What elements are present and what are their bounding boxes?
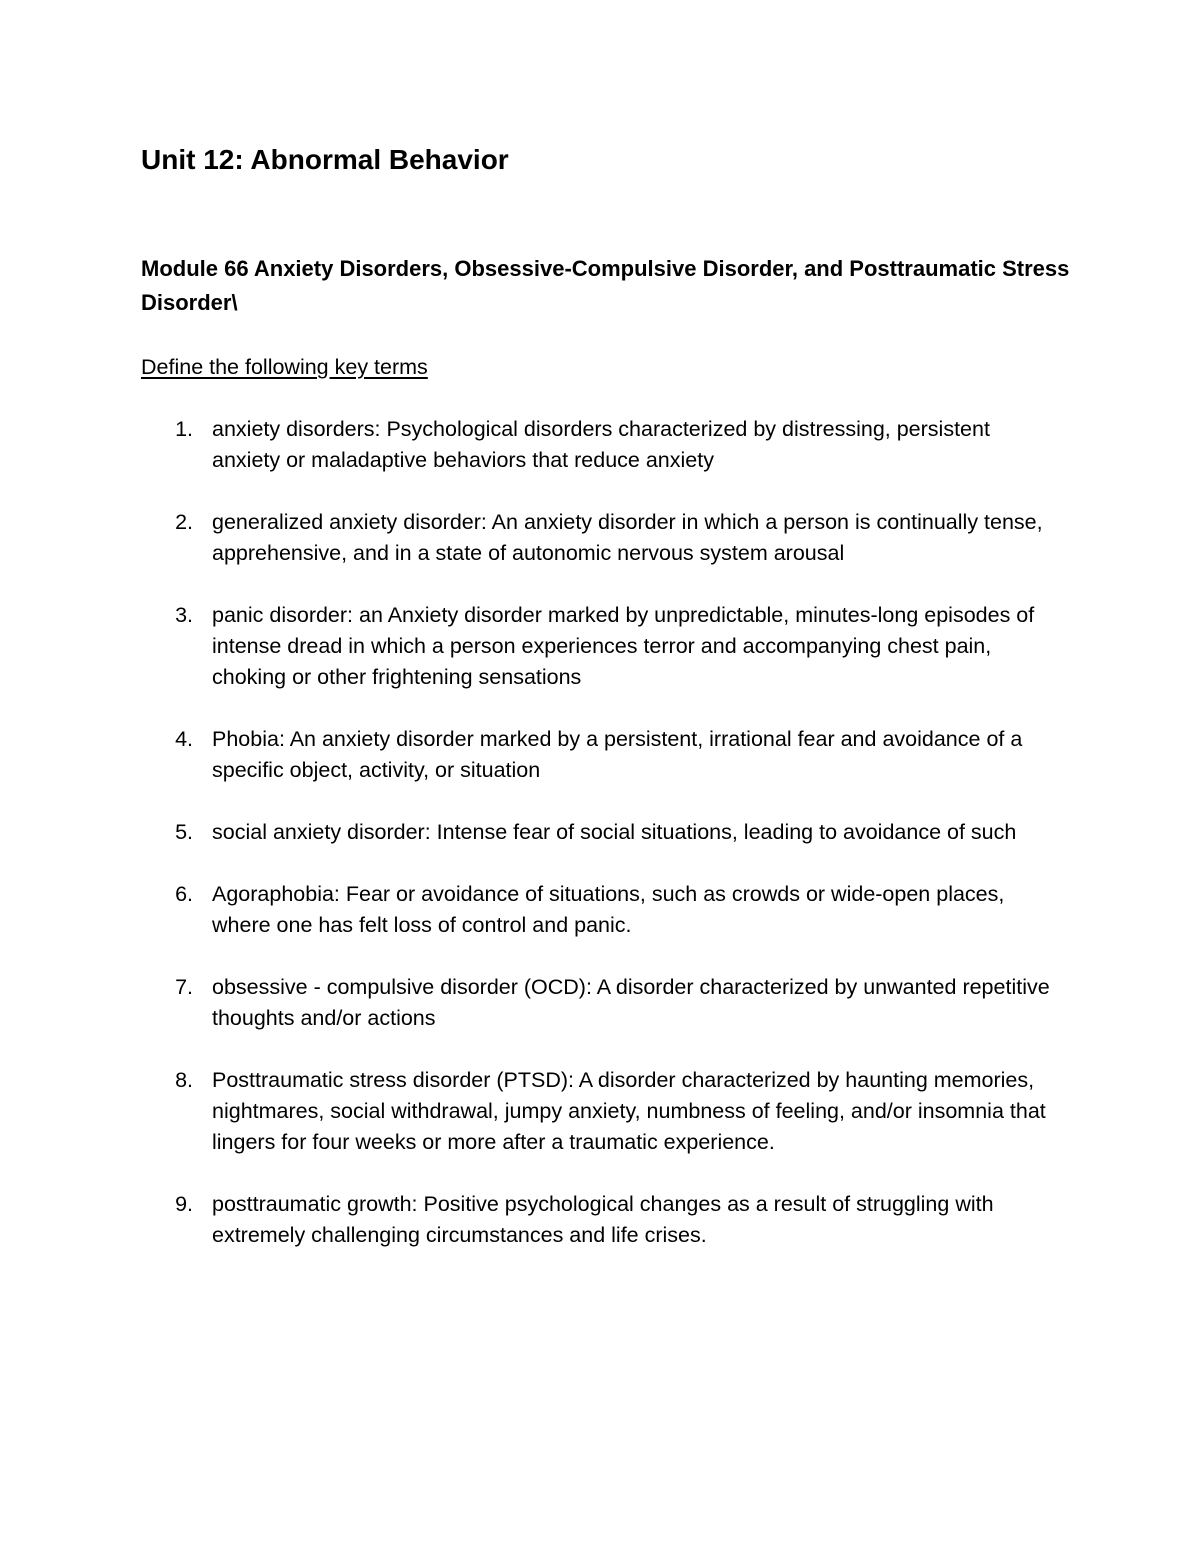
list-item [0, 817, 1200, 848]
list-item-number: 3. [175, 603, 193, 627]
list-item [0, 1065, 1200, 1158]
list-item-number: 6. [175, 882, 193, 906]
list-item-text: anxiety disorders: Psychological disorders characterized by distressing, persistent anxiety or maladaptive behaviors that reduce anxiety [212, 417, 990, 472]
list-item [0, 972, 1200, 1034]
list-item-number: 5. [175, 820, 193, 844]
list-item-number: 7. [175, 975, 193, 999]
key-terms-list [0, 414, 1200, 1282]
list-item [0, 600, 1200, 693]
list-item-number: 8. [175, 1068, 193, 1092]
list-item [0, 414, 1200, 476]
page-title: Unit 12: Abnormal Behavior [141, 144, 509, 175]
list-item-number: 9. [175, 1192, 193, 1216]
list-item [0, 724, 1200, 786]
list-item-text: Phobia: An anxiety disorder marked by a persistent, irrational fear and avoidance of a specific object, activity, or situation [212, 727, 1023, 782]
list-item-text: generalized anxiety disorder: An anxiety disorder in which a person is continually tense, apprehensive, and in a state of autonomic nervous system arousal [212, 510, 1043, 565]
list-item-number: 1. [175, 417, 193, 441]
list-item-number: 4. [175, 727, 193, 751]
list-item [0, 879, 1200, 941]
list-item-text: Agoraphobia: Fear or avoidance of situations, such as crowds or wide-open places, where one has felt loss of control and panic. [212, 882, 1005, 937]
list-item [0, 507, 1200, 569]
list-item-text: Posttraumatic stress disorder (PTSD): A disorder characterized by haunting memories, nightmares, social withdrawal, jumpy anxiety, numbness of feeling, and/or insomnia that lingers for four weeks or more after a traumatic experience. [212, 1068, 1046, 1154]
list-item-text: obsessive - compulsive disorder (OCD): A disorder characterized by unwanted repetitive thoughts and/or actions [212, 975, 1050, 1030]
list-item-text: social anxiety disorder: Intense fear of social situations, leading to avoidance of such [212, 820, 1017, 844]
module-heading: Module 66 Anxiety Disorders, Obsessive-Compulsive Disorder, and Posttraumatic Stress Disorder\ [141, 256, 1070, 315]
list-item-number: 2. [175, 510, 193, 534]
instructions-text: Define the following key terms [141, 355, 428, 379]
list-item [0, 1189, 1200, 1251]
list-item-text: panic disorder: an Anxiety disorder marked by unpredictable, minutes-long episodes of intense dread in which a person experiences terror and accompanying chest pain, choking or other frightening sensations [212, 603, 1035, 689]
list-item-text: posttraumatic growth: Positive psychological changes as a result of struggling with extremely challenging circumstances and life crises. [212, 1192, 994, 1247]
